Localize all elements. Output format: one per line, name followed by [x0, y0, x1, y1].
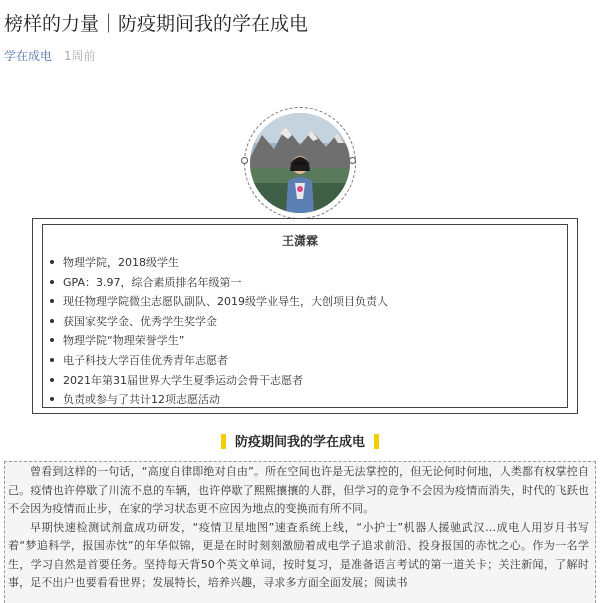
list-item-text: 电子科技大学百佳优秀青年志愿者 [63, 353, 228, 367]
bullet-icon [50, 280, 54, 284]
list-item-text: 获国家奖学金、优秀学生奖学金 [63, 314, 217, 328]
list-item [50, 253, 388, 273]
bullet-icon [50, 378, 54, 382]
heading-accent-bar-right [374, 434, 379, 449]
article-meta [4, 48, 95, 64]
list-item [50, 273, 388, 293]
profile-photo-image [250, 113, 350, 213]
ring-dot-left [241, 157, 248, 164]
profile-photo-frame [244, 107, 358, 221]
list-item-text: 2021年第31届世界大学生夏季运动会骨干志愿者 [63, 373, 303, 387]
bullet-icon [50, 397, 54, 401]
source-link[interactable]: 学在成电 [4, 49, 53, 63]
ring-dot-right [349, 157, 356, 164]
article-body [4, 461, 596, 603]
profile-name: 王潇霖 [281, 234, 318, 248]
bullet-icon [50, 299, 54, 303]
list-item [50, 371, 388, 391]
list-item-text: 负责或参与了共计12项志愿活动 [63, 393, 220, 407]
list-item [50, 351, 388, 371]
publish-time: 1周前 [63, 49, 96, 63]
bullet-icon [50, 260, 54, 264]
list-item-text: 物理学院“物理荣誉学生” [63, 334, 185, 348]
list-item [50, 312, 388, 332]
list-item-text: 现任物理学院微尘志愿队副队、2019级学业导生，大创项目负责人 [63, 295, 388, 309]
profile-achievements-list [50, 253, 388, 410]
bullet-icon [50, 338, 54, 342]
list-item-text: 物理学院，2018级学生 [63, 256, 179, 269]
list-item [50, 292, 388, 312]
article-title: 榜样的力量｜防疫期间我的学在成电 [4, 13, 309, 35]
list-item [50, 390, 388, 410]
heading-accent-bar-left [221, 434, 226, 449]
bullet-icon [50, 319, 54, 323]
profile-photo [250, 113, 350, 213]
section-heading-text: 防疫期间我的学在成电 [234, 435, 365, 450]
list-item-text: GPA：3.97，综合素质排名年级第一 [63, 275, 242, 289]
paragraph: 早期快速检测试剂盒成功研发，“疫情卫星地图”速查系统上线，“小护士”机器人援驰武汉…成电人用岁月书写着“梦追科学，报国赤忱”的年华似锦，更是在时时刻刻激励着成电学子追求前沿、投身报国的赤忱之心。作为一名学生，学习自然是首要任务。坚持每天背50个英文单词，按时复习，是准备语言考试的第一道关卡；关注新闻，了解时事，足不出户也要看看世界；发展特长，培养兴趣，寻求多方面全面发展；阅读书 [8, 520, 589, 589]
section-heading [0, 433, 600, 453]
paragraph: 曾看到这样的一句话，“高度自律即绝对自由”。所在空间也许是无法掌控的，但无论何时何地，人类都有权掌控自己。疫情也许停歇了川流不息的车辆，也许停歇了熙熙攘攘的人群，但学习的竞争不会因为疫情而消失，时代的飞跃也不会因为疫情而止步，在家的学习状态更不应因为地点的变换而有所不同。 [8, 465, 589, 515]
list-item [50, 331, 388, 351]
bullet-icon [50, 358, 54, 362]
